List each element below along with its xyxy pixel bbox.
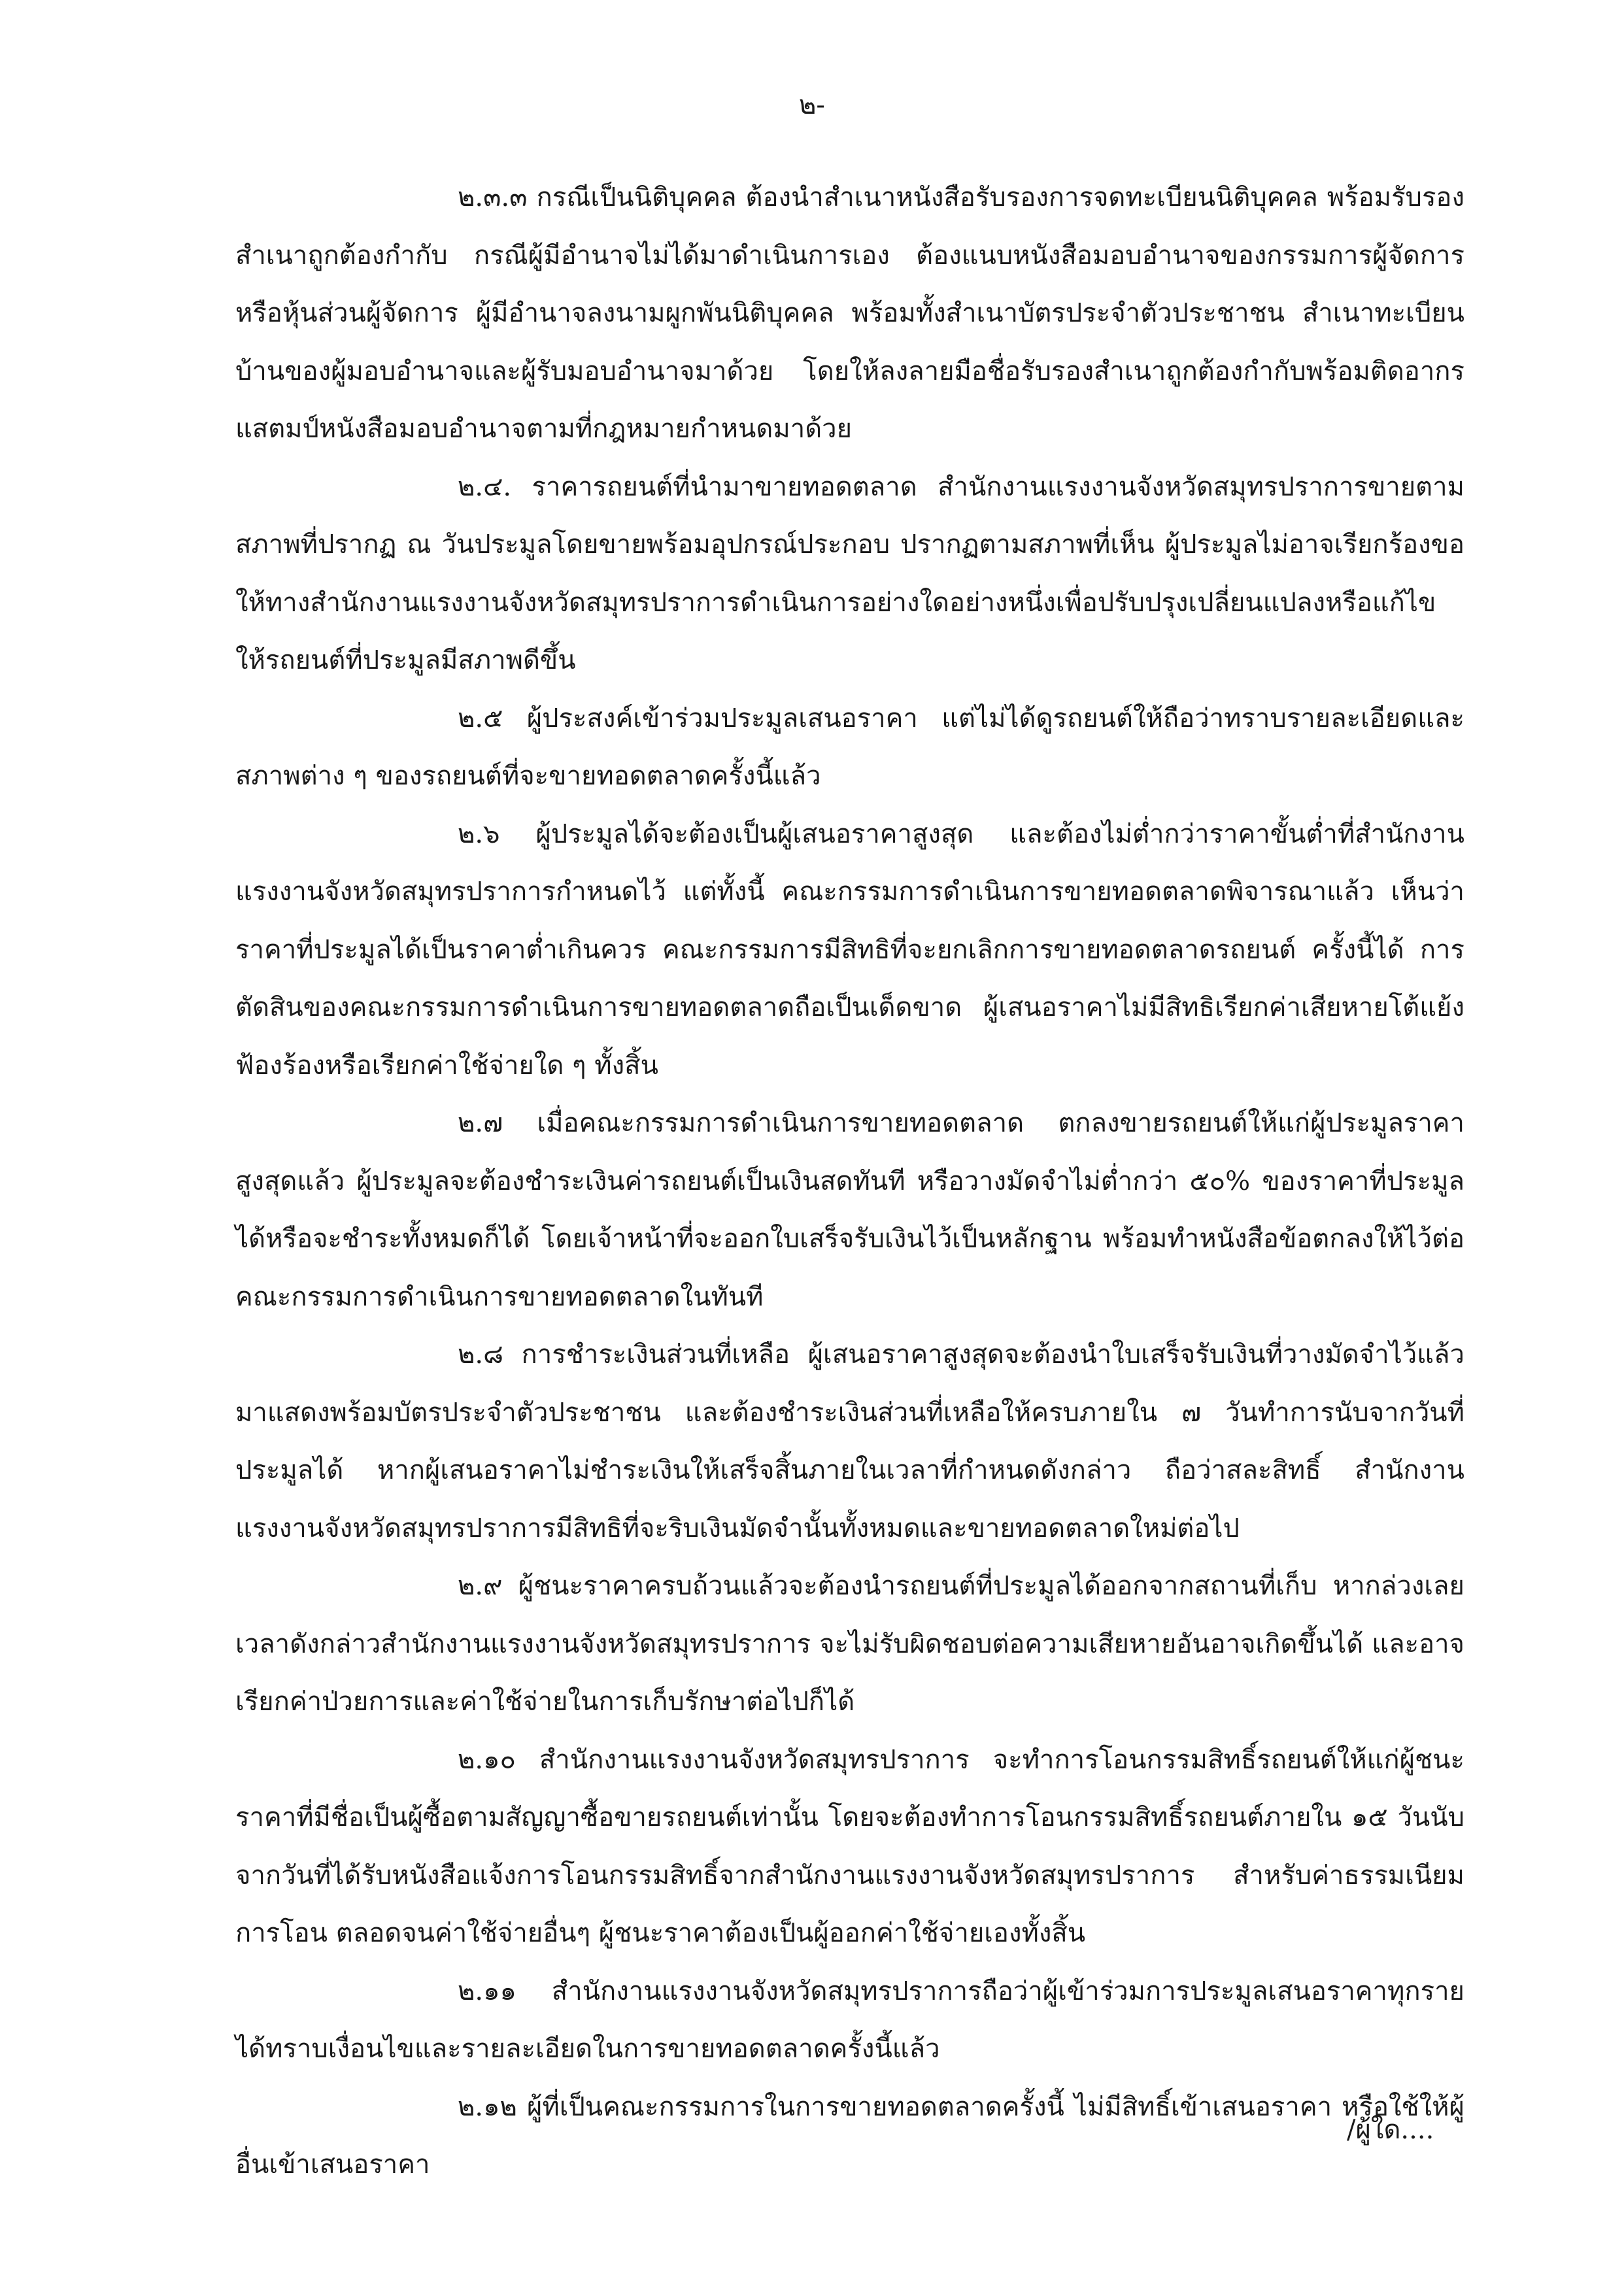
- clause-2-8: ๒.๘ การชำระเงินส่วนที่เหลือ ผู้เสนอราคาสูงสุดจะต้องนำใบเสร็จรับเงินที่วางมัดจำไว้แล้วมาแสดงพร้อมบัตรประจำตัวประชาชน และต้องชำระเงินส่วนที่เหลือให้ครบภายใน ๗ วันทำการนับจากวันที่ประมูลได้ หากผู้เสนอราคาไม่ชำระเงินให้เสร็จสิ้นภายในเวลาที่กำหนดดังกล่าว ถือว่าสละสิทธิ์ สำนักงานแรงงานจังหวัดสมุทรปราการมีสิทธิที่จะริบเงินมัดจำนั้นทั้งหมดและขายทอดตลาดใหม่ต่อไป: [235, 1340, 1464, 1543]
- clause-2-12: ๒.๑๒ ผู้ที่เป็นคณะกรรมการในการขายทอดตลาดครั้งนี้ ไม่มีสิทธิ์เข้าเสนอราคา หรือใช้ให้ผู้อื่นเข้าเสนอราคา: [235, 2091, 1464, 2180]
- clause-2-9: ๒.๙ ผู้ชนะราคาครบถ้วนแล้วจะต้องนำรถยนต์ที่ประมูลได้ออกจากสถานที่เก็บ หากล่วงเลยเวลาดังกล่าวสำนักงานแรงงานจังหวัดสมุทรปราการ จะไม่รับผิดชอบต่อความเสียหายอันอาจเกิดขึ้นได้ และอาจเรียกค่าป่วยการและค่าใช้จ่ายในการเก็บรักษาต่อไปก็ได้: [235, 1571, 1464, 1717]
- clause-2-4: ๒.๔. ราคารถยนต์ที่นำมาขายทอดตลาด สำนักงานแรงงานจังหวัดสมุทรปราการขายตามสภาพที่ปรากฏ ณ วันประมูลโดยขายพร้อมอุปกรณ์ประกอบ ปรากฏตามสภาพที่เห็น ผู้ประมูลไม่อาจเรียกร้องขอให้ทางสำนักงานแรงงานจังหวัดสมุทรปราการดำเนินการอย่างใดอย่างหนึ่งเพื่อปรับปรุงเปลี่ยนแปลงหรือแก้ไขให้รถยนต์ที่ประมูลมีสภาพดีขึ้น: [235, 471, 1464, 675]
- document-body: [235, 169, 1464, 2194]
- continuation-marker: /ผู้ใด....: [1347, 2115, 1434, 2145]
- clause-2-10: ๒.๑๐ สำนักงานแรงงานจังหวัดสมุทรปราการ จะทำการโอนกรรมสิทธิ์รถยนต์ให้แก่ผู้ชนะราคาที่มีชื่อเป็นผู้ซื้อตามสัญญาซื้อขายรถยนต์เท่านั้น โดยจะต้องทำการโอนกรรมสิทธิ์รถยนต์ภายใน ๑๕ วันนับจากวันที่ได้รับหนังสือแจ้งการโอนกรรมสิทธิ์จากสำนักงานแรงงานจังหวัดสมุทรปราการ สำหรับค่าธรรมเนียมการโอน ตลอดจนค่าใช้จ่ายอื่นๆ ผู้ชนะราคาต้องเป็นผู้ออกค่าใช้จ่ายเองทั้งสิ้น: [235, 1744, 1464, 1948]
- clause-2-5: ๒.๕ ผู้ประสงค์เข้าร่วมประมูลเสนอราคา แต่ไม่ได้ดูรถยนต์ให้ถือว่าทราบรายละเอียดและสภาพต่าง ๆ ของรถยนต์ที่จะขายทอดตลาดครั้งนี้แล้ว: [235, 703, 1464, 791]
- clause-2-6: ๒.๖ ผู้ประมูลได้จะต้องเป็นผู้เสนอราคาสูงสุด และต้องไม่ต่ำกว่าราคาขั้นต่ำที่สำนักงานแรงงานจังหวัดสมุทรปราการกำหนดไว้ แต่ทั้งนี้ คณะกรรมการดำเนินการขายทอดตลาดพิจารณาแล้ว เห็นว่าราคาที่ประมูลได้เป็นราคาต่ำเกินควร คณะกรรมการมีสิทธิที่จะยกเลิกการขายทอดตลาดรถยนต์ ครั้งนี้ได้ การตัดสินของคณะกรรมการดำเนินการขายทอดตลาดถือเป็นเด็ดขาด ผู้เสนอราคาไม่มีสิทธิเรียกค่าเสียหายโต้แย้งฟ้องร้องหรือเรียกค่าใช้จ่ายใด ๆ ทั้งสิ้น: [235, 818, 1464, 1081]
- page-number: ๒-: [799, 90, 825, 120]
- clause-2-7: ๒.๗ เมื่อคณะกรรมการดำเนินการขายทอดตลาด ตกลงขายรถยนต์ให้แก่ผู้ประมูลราคาสูงสุดแล้ว ผู้ประมูลจะต้องชำระเงินค่ารถยนต์เป็นเงินสดทันที หรือวางมัดจำไม่ต่ำกว่า ๕๐% ของราคาที่ประมูลได้หรือจะชำระทั้งหมดก็ได้ โดยเจ้าหน้าที่จะออกใบเสร็จรับเงินไว้เป็นหลักฐาน พร้อมทำหนังสือข้อตกลงให้ไว้ต่อคณะกรรมการดำเนินการขายทอดตลาดในทันที: [235, 1108, 1464, 1312]
- clause-2-3-3: ๒.๓.๓ กรณีเป็นนิติบุคคล ต้องนำสำเนาหนังสือรับรองการจดทะเบียนนิติบุคคล พร้อมรับรองสำเนาถูกต้องกำกับ กรณีผู้มีอำนาจไม่ได้มาดำเนินการเอง ต้องแนบหนังสือมอบอำนาจของกรรมการผู้จัดการหรือหุ้นส่วนผู้จัดการ ผู้มีอำนาจลงนามผูกพันนิติบุคคล พร้อมทั้งสำเนาบัตรประจำตัวประชาชน สำเนาทะเบียนบ้านของผู้มอบอำนาจและผู้รับมอบอำนาจมาด้วย โดยให้ลงลายมือชื่อรับรองสำเนาถูกต้องกำกับพร้อมติดอากรแสตมป์หนังสือมอบอำนาจตามที่กฎหมายกำหนดมาด้วย: [235, 182, 1464, 444]
- clause-2-11: ๒.๑๑ สำนักงานแรงงานจังหวัดสมุทรปราการถือว่าผู้เข้าร่วมการประมูลเสนอราคาทุกรายได้ทราบเงื่อนไขและรายละเอียดในการขายทอดตลาดครั้งนี้แล้ว: [235, 1976, 1464, 2064]
